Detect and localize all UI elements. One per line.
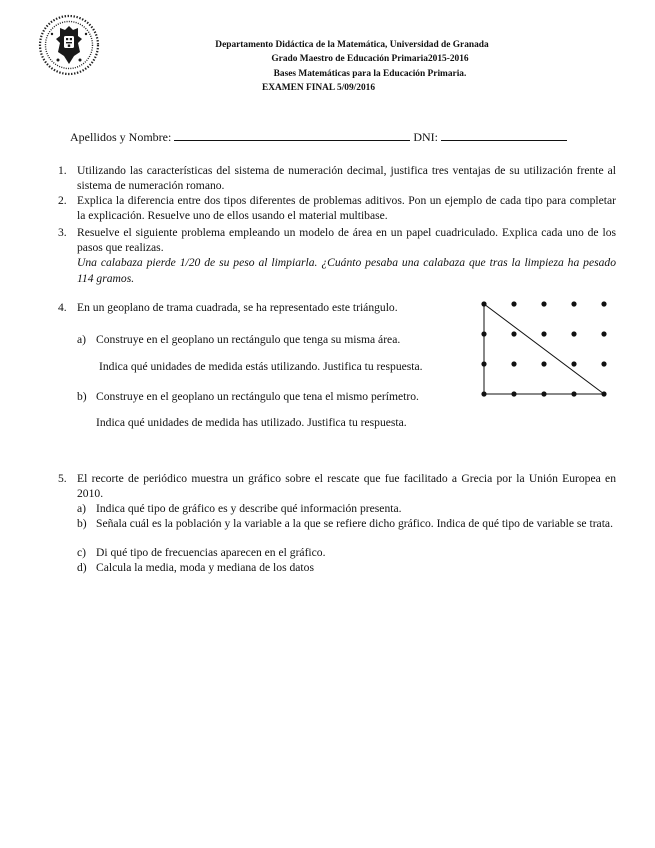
name-label: Apellidos y Nombre: — [70, 130, 172, 144]
question-4 — [58, 300, 458, 315]
question-number: 4. — [58, 301, 67, 314]
question-text: En un geoplano de trama cuadrada, se ha representado este triángulo. — [77, 301, 398, 314]
geoplane-dot — [511, 361, 516, 366]
question-number: 3. — [58, 226, 67, 239]
sub-text: Construye en el geoplano un rectángulo que tena el mismo perímetro. — [96, 390, 419, 403]
question-5d — [77, 560, 617, 575]
geoplane-dot — [601, 361, 606, 366]
geoplane-dot — [541, 331, 546, 336]
geoplane-figure — [476, 296, 616, 400]
question-5b — [77, 516, 617, 531]
geoplane-dot — [541, 301, 546, 306]
question-4a — [77, 332, 457, 347]
sub-letter: a) — [77, 502, 87, 515]
question-number: 1. — [58, 164, 67, 177]
sub-letter: b) — [77, 517, 87, 530]
geoplane-dot — [571, 361, 576, 366]
problem-statement: Una calabaza pierde 1/20 de su peso al limpiarla. ¿Cuánto pesaba una calabaza que tras la limpieza ha pesado 114 gramos. — [77, 256, 616, 285]
geoplane-dot — [601, 331, 606, 336]
geoplane-dot — [511, 301, 516, 306]
question-3 — [58, 225, 616, 286]
name-field[interactable] — [174, 129, 410, 141]
question-text: Resuelve el siguiente problema empleando un modelo de área en un papel cuadriculado. Explica cada uno de los pasos que realizas. — [77, 226, 616, 255]
geoplane-dot — [571, 301, 576, 306]
sub-letter: c) — [77, 546, 87, 559]
sub-letter: a) — [77, 333, 87, 346]
question-1 — [58, 163, 616, 193]
question-2 — [58, 193, 616, 223]
sub-text: Di qué tipo de frecuencias aparecen en el gráfico. — [96, 546, 326, 559]
question-5 — [58, 471, 616, 501]
course-line: Bases Matemáticas para la Educación Primaria. — [273, 68, 467, 79]
exam-header — [180, 38, 560, 95]
question-5a — [77, 501, 617, 516]
question-text: Explica la diferencia entre dos tipos diferentes de problemas aditivos. Pon un ejemplo de cada tipo para completar la explicación. Resuelve uno de ellos usando el material multibase. — [77, 194, 616, 223]
question-4b-note: Indica qué unidades de medida has utilizado. Justifica tu respuesta. — [96, 416, 407, 429]
dni-label: DNI: — [413, 130, 438, 144]
question-4b — [77, 389, 467, 404]
geoplane-dot — [511, 331, 516, 336]
geoplane-dot — [541, 361, 546, 366]
question-text: El recorte de periódico muestra un gráfico sobre el rescate que fue facilitado a Grecia por la Unión Europea en 2010. — [77, 472, 616, 501]
university-seal-logo — [38, 14, 100, 76]
sub-text: Señala cuál es la población y la variable a la que se refiere dicho gráfico. Indica de qué tipo de variable se trata. — [96, 517, 613, 530]
sub-letter: d) — [77, 561, 87, 574]
geoplane-dot — [571, 331, 576, 336]
triangle-shape — [484, 304, 604, 394]
geoplane-dot — [601, 301, 606, 306]
sub-text: Indica qué tipo de gráfico es y describe qué información presenta. — [96, 502, 402, 515]
exam-title: EXAMEN FINAL 5/09/2016 — [262, 82, 376, 93]
question-number: 5. — [58, 472, 67, 485]
department-line: Departamento Didáctica de la Matemática, Universidad de Granada — [215, 40, 489, 50]
sub-text: Construye en el geoplano un rectángulo que tenga su misma área. — [96, 333, 401, 346]
student-info-line — [70, 129, 567, 145]
question-number: 2. — [58, 194, 67, 207]
dni-field[interactable] — [441, 129, 567, 141]
degree-line: Grado Maestro de Educación Primaria2015-2016 — [271, 54, 469, 65]
sub-text: Calcula la media, moda y mediana de los datos — [96, 561, 314, 574]
sub-letter: b) — [77, 390, 87, 403]
question-4a-note: Indica qué unidades de medida estás utilizando. Justifica tu respuesta. — [99, 360, 423, 373]
question-5c — [77, 545, 617, 560]
question-text: Utilizando las características del sistema de numeración decimal, justifica tres ventajas de su utilización frente al sistema de numeración romano. — [77, 164, 616, 193]
